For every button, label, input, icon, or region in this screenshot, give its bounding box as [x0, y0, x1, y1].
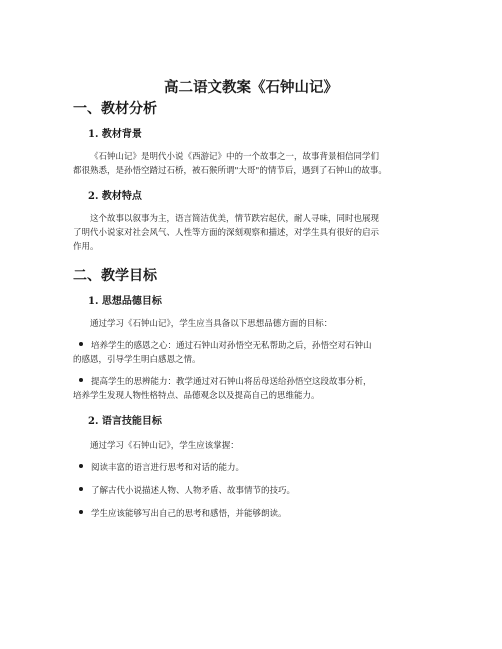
list-item-line — [73, 507, 433, 521]
paragraph-language-intro — [90, 439, 450, 453]
paragraph-material-background — [73, 150, 433, 178]
list-item-gratitude — [73, 339, 433, 367]
list-item-writing — [73, 507, 433, 521]
paragraph-line: 通过学习《石钟山记》，学生应该掌握： — [90, 441, 239, 451]
list-item-line — [73, 484, 433, 498]
subsection-heading-material-features: 2. 教材特点 — [88, 191, 142, 202]
document-title: 高二语文教案《石钟山记》 — [164, 79, 338, 96]
list-item-line — [73, 375, 433, 389]
subsection-heading-material-background: 1. 教材背景 — [88, 129, 142, 140]
list-item-critical-thinking — [73, 375, 433, 403]
bullet-icon — [79, 342, 83, 346]
paragraph-line: 《石钟山记》是明代小说《西游记》中的一个故事之一，故事背景相信同学们 — [90, 152, 380, 162]
list-item-text: 了解古代小说描述人物、人物矛盾、故事情节的技巧。 — [91, 486, 296, 496]
subsection-heading-language-skill-objectives: 2. 语言技能目标 — [88, 416, 162, 427]
paragraph-material-features — [73, 212, 433, 254]
section-heading-teaching-objectives: 二、教学目标 — [73, 268, 157, 284]
subsection-heading-moral-objectives: 1. 思想品德目标 — [88, 296, 162, 307]
paragraph-line: 都很熟悉，是孙悟空踏过石桥，被石猴所谓"大哥"的情节后，遇到了石钟山的故事。 — [73, 166, 387, 176]
list-item-text: 阅读丰富的语言进行思考和对话的能力。 — [91, 463, 245, 473]
list-item-line: 培养学生发现人物性格特点、品德观念以及提高自己的思维能力。 — [73, 391, 320, 401]
list-item-narrative-techniques — [73, 484, 433, 498]
paragraph-line: 通过学习《石钟山记》，学生应当具备以下思想品德方面的目标： — [90, 319, 333, 329]
list-item-text: 提高学生的思辨能力：教学通过对石钟山将岳母送给孙悟空这段故事分析， — [91, 377, 372, 387]
list-item-line — [73, 461, 433, 475]
bullet-icon — [79, 487, 83, 491]
bullet-icon — [79, 464, 83, 468]
list-item-line — [73, 339, 433, 353]
paragraph-line: 了明代小说家对社会风气、人性等方面的深刻观察和描述，对学生具有很好的启示 — [73, 228, 380, 238]
bullet-icon — [79, 510, 83, 514]
list-item-line: 的感恩，引导学生明白感恩之情。 — [73, 355, 201, 365]
paragraph-line: 这个故事以叙事为主，语言简洁优美，情节跌宕起伏，耐人寻味，同时也展现 — [90, 214, 380, 224]
paragraph-line: 作用。 — [73, 242, 99, 252]
bullet-icon — [79, 378, 83, 382]
list-item-text: 学生应该能够写出自己的思考和感悟，并能够朗读。 — [91, 509, 287, 519]
paragraph-moral-intro — [90, 317, 450, 331]
section-heading-teaching-material-analysis: 一、教材分析 — [73, 101, 157, 117]
list-item-text: 培养学生的感恩之心：通过石钟山对孙悟空无私帮助之后，孙悟空对石钟山 — [91, 341, 372, 351]
list-item-reading — [73, 461, 433, 475]
